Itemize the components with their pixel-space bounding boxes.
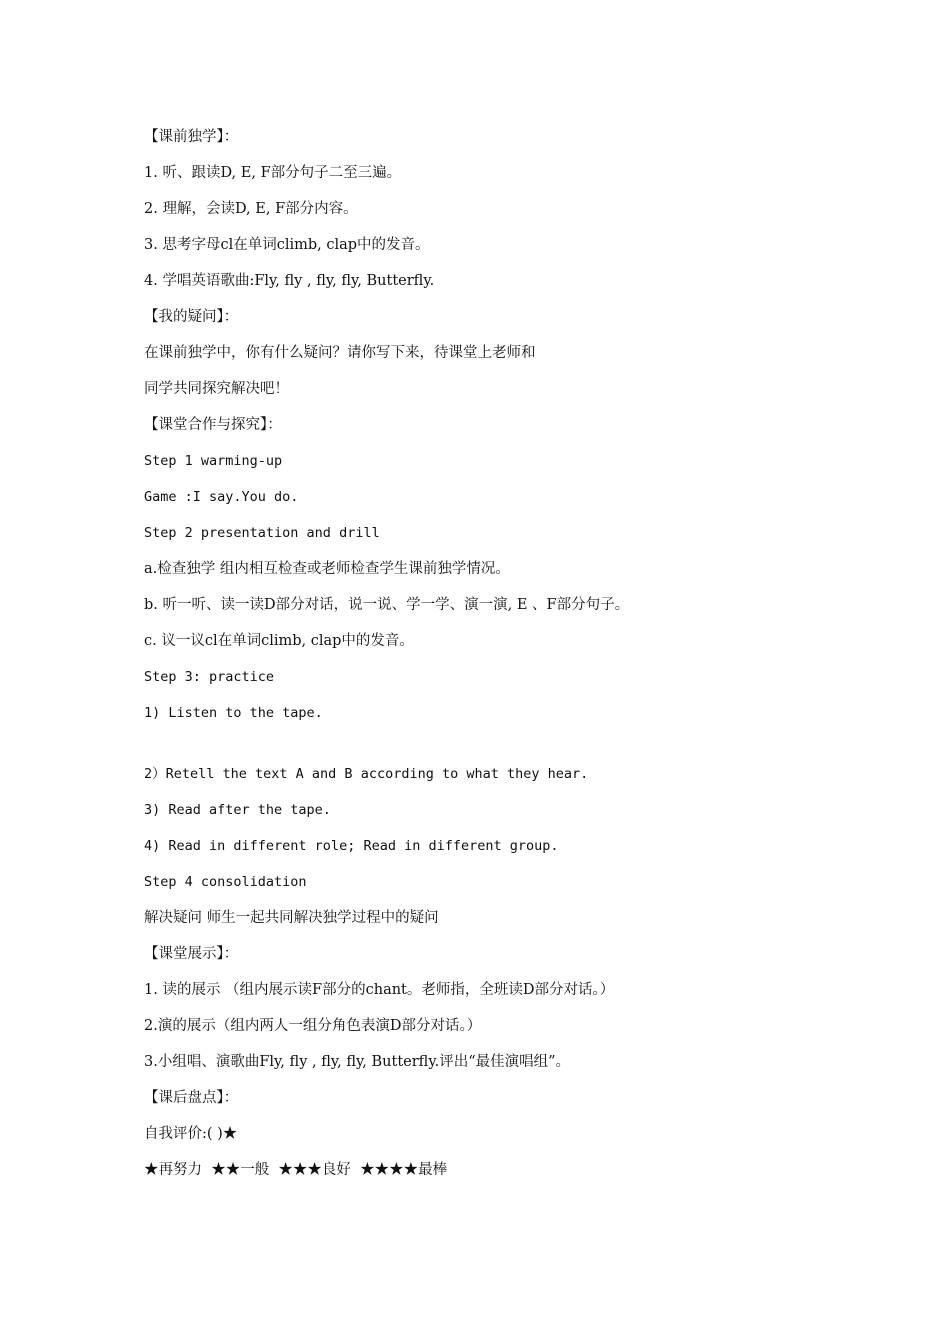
practice-2: 2）Retell the text A and B according to what they hear. bbox=[144, 766, 589, 782]
questions-line-1: 在课前独学中，你有什么疑问？请你写下来，待课堂上老师和 bbox=[144, 345, 536, 361]
class-show-item-1: 1. 读的展示 （组内展示读F部分的chant。老师指，全班读D部分对话。） bbox=[144, 982, 615, 998]
questions-line-2: 同学共同探究解决吧！ bbox=[144, 381, 289, 397]
resolve-questions: 解决疑问 师生一起共同解决独学过程中的疑问 bbox=[144, 910, 439, 926]
step-2: Step 2 presentation and drill bbox=[144, 525, 380, 541]
pre-study-item-4: 4. 学唱英语歌曲:Fly, fly , fly, fly, Butterfly. bbox=[144, 273, 435, 289]
game-line: Game :I say.You do. bbox=[144, 489, 299, 505]
practice-4: 4) Read in different role; Read in different group. bbox=[144, 838, 559, 854]
class-show-item-2: 2.演的展示（组内两人一组分角色表演D部分对话。） bbox=[144, 1018, 482, 1034]
practice-3: 3) Read after the tape. bbox=[144, 802, 331, 818]
pre-study-item-1: 1. 听、跟读D, E, F部分句子二至三遍。 bbox=[144, 165, 402, 181]
after-class-heading: 【课后盘点】： bbox=[144, 1090, 239, 1106]
self-evaluation: 自我评价:( )★ bbox=[144, 1126, 238, 1142]
step-4: Step 4 consolidation bbox=[144, 874, 307, 890]
step-2-b: b. 听一听、读一读D部分对话，说一说、学一学、演一演, E 、F部分句子。 bbox=[144, 597, 630, 613]
class-show-heading: 【课堂展示】： bbox=[144, 946, 239, 962]
questions-heading: 【我的疑问】： bbox=[144, 309, 239, 325]
blank-gap bbox=[144, 738, 844, 763]
pre-study-item-3: 3. 思考字母cl在单词climb, clap中的发音。 bbox=[144, 237, 430, 253]
step-2-a: a.检查独学 组内相互检查或老师检查学生课前独学情况。 bbox=[144, 561, 510, 577]
step-3: Step 3: practice bbox=[144, 669, 275, 685]
pre-study-heading: 【课前独学】： bbox=[144, 129, 239, 145]
document-body bbox=[144, 126, 844, 1195]
class-show-item-3: 3.小组唱、演歌曲Fly, fly , fly, fly, Butterfly.评出“最佳演唱组”。 bbox=[144, 1054, 571, 1070]
rating-scale: ★再努力 ★★一般 ★★★良好 ★★★★最棒 bbox=[144, 1162, 448, 1178]
pre-study-item-2: 2. 理解，会读D, E, F部分内容。 bbox=[144, 201, 358, 217]
class-coop-heading: 【课堂合作与探究】： bbox=[144, 417, 282, 433]
step-1: Step 1 warming-up bbox=[144, 453, 283, 469]
practice-1: 1) Listen to the tape. bbox=[144, 705, 323, 721]
step-2-c: c. 议一议cl在单词climb, clap中的发音。 bbox=[144, 633, 414, 649]
